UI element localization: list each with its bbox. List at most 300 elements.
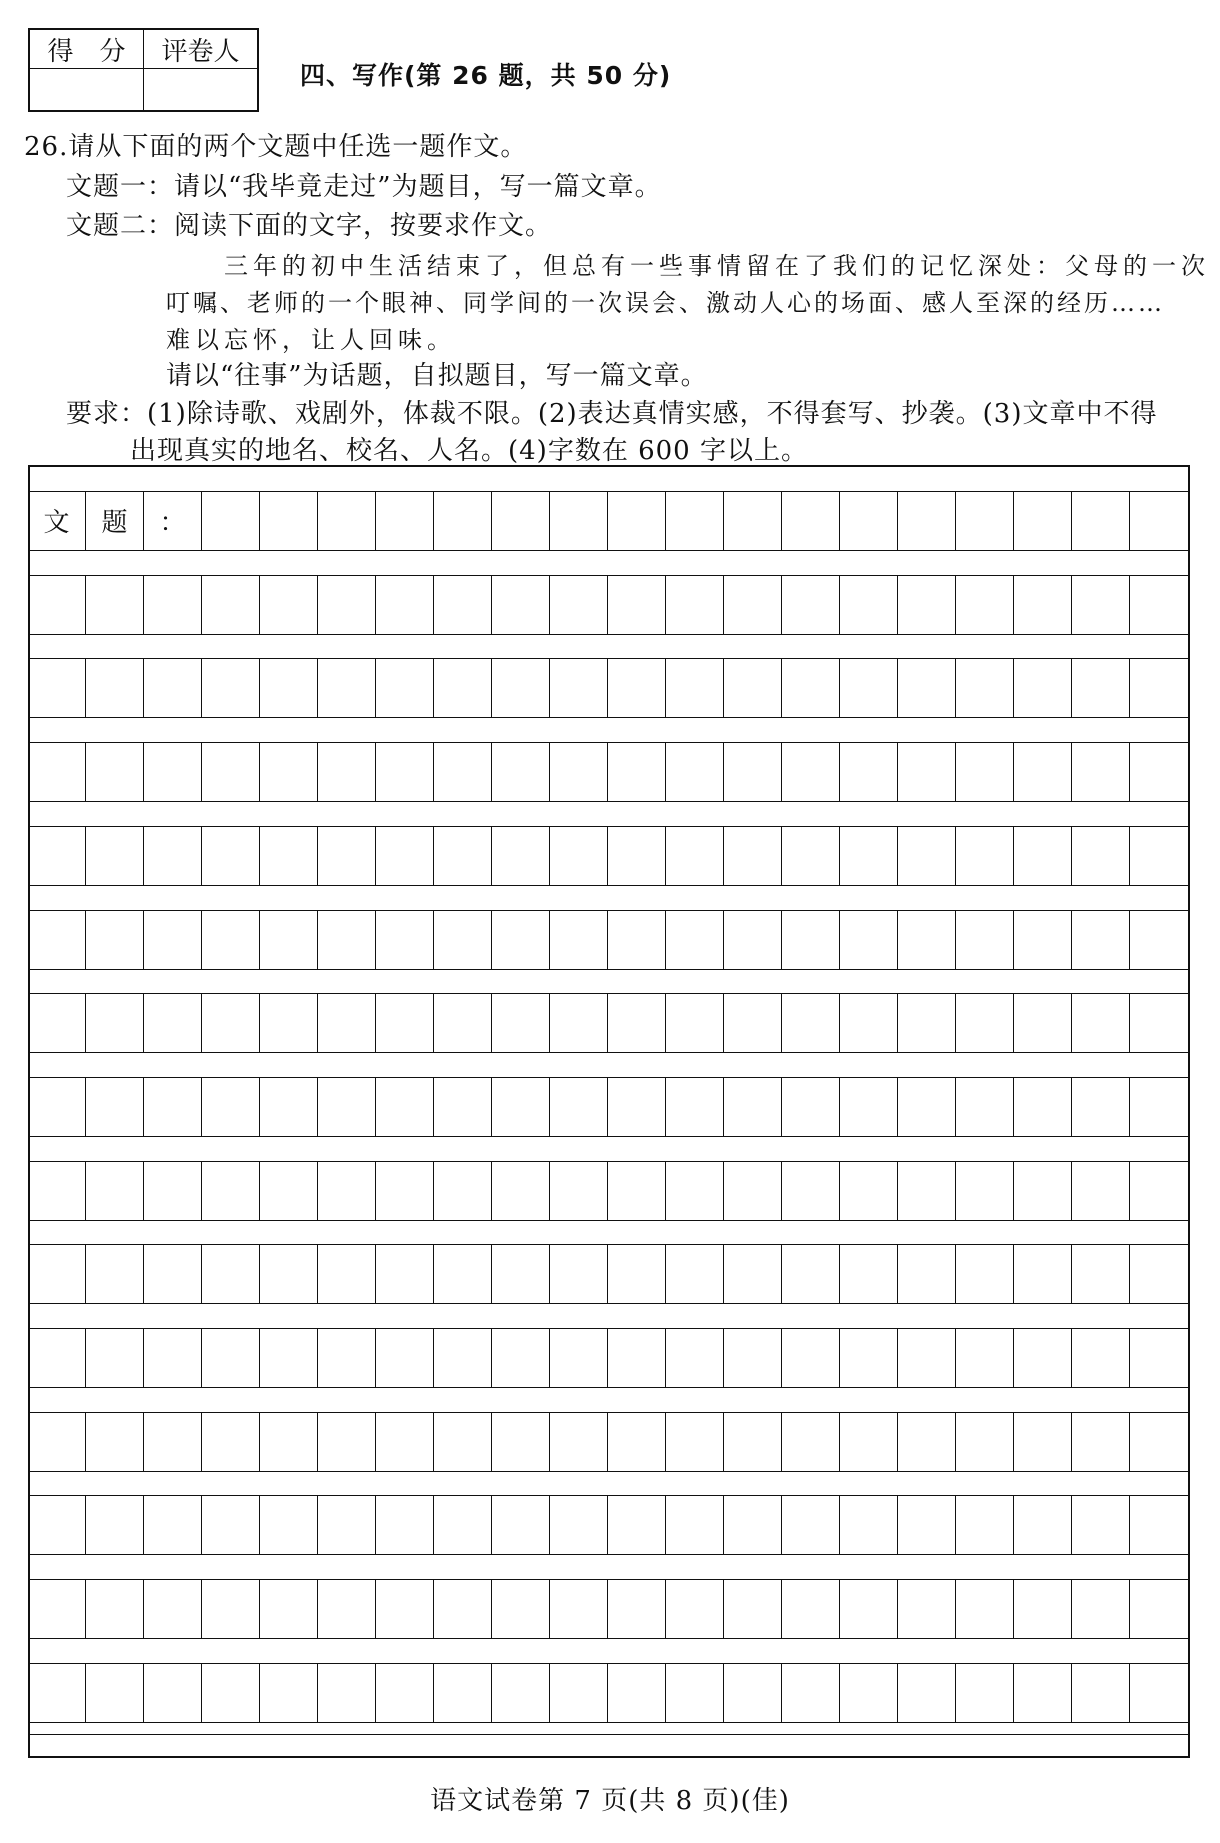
- grid-cell[interactable]: [318, 575, 376, 634]
- grid-cell[interactable]: [28, 1579, 86, 1638]
- grid-cell[interactable]: [898, 658, 956, 717]
- grid-cell[interactable]: [86, 658, 144, 717]
- grid-cell[interactable]: [202, 1663, 260, 1722]
- grid-cell[interactable]: [724, 1495, 782, 1554]
- grid-cell[interactable]: [608, 1495, 666, 1554]
- grid-cell[interactable]: [1072, 1412, 1130, 1471]
- grid-cell[interactable]: [1014, 1579, 1072, 1638]
- grid-cell[interactable]: [840, 1328, 898, 1387]
- grid-cell[interactable]: [608, 491, 666, 550]
- grid-cell[interactable]: [840, 1579, 898, 1638]
- grid-cell[interactable]: [898, 1579, 956, 1638]
- grid-cell[interactable]: [260, 1495, 318, 1554]
- grid-cell[interactable]: [1130, 1244, 1188, 1303]
- grid-cell[interactable]: [376, 742, 434, 801]
- grid-cell[interactable]: [144, 1244, 202, 1303]
- grid-cell[interactable]: [898, 575, 956, 634]
- grid-cell[interactable]: [260, 658, 318, 717]
- grid-cell[interactable]: [260, 742, 318, 801]
- grid-cell[interactable]: [1072, 826, 1130, 885]
- grid-cell[interactable]: [260, 993, 318, 1052]
- grid-cell[interactable]: [898, 1328, 956, 1387]
- grid-cell[interactable]: [260, 910, 318, 969]
- grid-cell[interactable]: [86, 1244, 144, 1303]
- grid-cell[interactable]: [492, 742, 550, 801]
- grid-cell[interactable]: [666, 1161, 724, 1220]
- grid-cell[interactable]: [956, 1663, 1014, 1722]
- grid-cell[interactable]: [28, 1328, 86, 1387]
- grid-cell[interactable]: [840, 826, 898, 885]
- grid-cell[interactable]: [86, 1077, 144, 1136]
- grid-cell[interactable]: [86, 910, 144, 969]
- grid-cell[interactable]: [86, 1328, 144, 1387]
- grid-cell[interactable]: [144, 993, 202, 1052]
- grid-cell[interactable]: [28, 1663, 86, 1722]
- grid-cell[interactable]: [550, 910, 608, 969]
- grid-cell[interactable]: [724, 910, 782, 969]
- grid-cell[interactable]: [376, 491, 434, 550]
- grid-cell[interactable]: [28, 1161, 86, 1220]
- grid-cell[interactable]: [202, 742, 260, 801]
- grid-cell[interactable]: [202, 1161, 260, 1220]
- grid-cell[interactable]: [144, 1328, 202, 1387]
- grid-cell[interactable]: [666, 1663, 724, 1722]
- grid-cell[interactable]: [1072, 1161, 1130, 1220]
- grid-cell[interactable]: [724, 1579, 782, 1638]
- grid-cell[interactable]: [1130, 491, 1188, 550]
- grid-cell[interactable]: [28, 1244, 86, 1303]
- grid-cell[interactable]: [1130, 910, 1188, 969]
- grid-cell[interactable]: [260, 1579, 318, 1638]
- grid-cell[interactable]: [724, 575, 782, 634]
- grid-cell[interactable]: [782, 1412, 840, 1471]
- grid-cell[interactable]: [1072, 1495, 1130, 1554]
- grid-cell[interactable]: [202, 658, 260, 717]
- grid-cell[interactable]: [376, 826, 434, 885]
- grid-cell[interactable]: [666, 1495, 724, 1554]
- title-char[interactable]: ：: [144, 491, 202, 550]
- grid-cell[interactable]: [28, 993, 86, 1052]
- grid-cell[interactable]: [318, 1328, 376, 1387]
- grid-cell[interactable]: [318, 1161, 376, 1220]
- grid-cell[interactable]: [666, 993, 724, 1052]
- grid-cell[interactable]: [1130, 993, 1188, 1052]
- grid-cell[interactable]: [318, 1495, 376, 1554]
- grid-cell[interactable]: [1130, 658, 1188, 717]
- grid-cell[interactable]: [318, 742, 376, 801]
- grid-cell[interactable]: [1014, 910, 1072, 969]
- grid-cell[interactable]: [666, 1579, 724, 1638]
- grid-cell[interactable]: [608, 1244, 666, 1303]
- grid-cell[interactable]: [318, 993, 376, 1052]
- grid-cell[interactable]: [608, 1328, 666, 1387]
- grid-cell[interactable]: [434, 1161, 492, 1220]
- grid-cell[interactable]: [28, 1495, 86, 1554]
- grid-cell[interactable]: [550, 1663, 608, 1722]
- grid-cell[interactable]: [376, 575, 434, 634]
- grid-cell[interactable]: [376, 993, 434, 1052]
- grid-cell[interactable]: [28, 658, 86, 717]
- grid-cell[interactable]: [782, 993, 840, 1052]
- grid-cell[interactable]: [260, 1161, 318, 1220]
- grid-cell[interactable]: [550, 1579, 608, 1638]
- grid-cell[interactable]: [666, 575, 724, 634]
- grid-cell[interactable]: [144, 1663, 202, 1722]
- grid-cell[interactable]: [608, 1579, 666, 1638]
- grid-cell[interactable]: [202, 1077, 260, 1136]
- grid-cell[interactable]: [782, 910, 840, 969]
- grid-cell[interactable]: [956, 1328, 1014, 1387]
- grid-cell[interactable]: [608, 993, 666, 1052]
- grid-cell[interactable]: [260, 1328, 318, 1387]
- grid-cell[interactable]: [492, 1412, 550, 1471]
- grid-cell[interactable]: [1072, 575, 1130, 634]
- grid-cell[interactable]: [1130, 575, 1188, 634]
- grid-cell[interactable]: [318, 1579, 376, 1638]
- grid-cell[interactable]: [376, 1328, 434, 1387]
- grid-cell[interactable]: [1014, 491, 1072, 550]
- grid-cell[interactable]: [318, 1244, 376, 1303]
- grid-cell[interactable]: [1014, 1244, 1072, 1303]
- grid-cell[interactable]: [260, 1663, 318, 1722]
- grid-cell[interactable]: [144, 1579, 202, 1638]
- grid-cell[interactable]: [782, 1579, 840, 1638]
- grid-cell[interactable]: [550, 826, 608, 885]
- grid-cell[interactable]: [1014, 1161, 1072, 1220]
- grid-cell[interactable]: [666, 910, 724, 969]
- grid-cell[interactable]: [144, 1412, 202, 1471]
- grid-cell[interactable]: [318, 1663, 376, 1722]
- grid-cell[interactable]: [376, 1161, 434, 1220]
- grid-cell[interactable]: [840, 1077, 898, 1136]
- grid-cell[interactable]: [86, 1495, 144, 1554]
- grid-cell[interactable]: [724, 1161, 782, 1220]
- grid-cell[interactable]: [550, 1161, 608, 1220]
- grid-cell[interactable]: [782, 1161, 840, 1220]
- grid-cell[interactable]: [86, 1412, 144, 1471]
- grid-cell[interactable]: [666, 658, 724, 717]
- grid-cell[interactable]: [434, 575, 492, 634]
- grid-cell[interactable]: [318, 826, 376, 885]
- grid-cell[interactable]: [724, 826, 782, 885]
- grid-cell[interactable]: [840, 491, 898, 550]
- grid-cell[interactable]: [956, 1579, 1014, 1638]
- grid-cell[interactable]: [956, 1161, 1014, 1220]
- grid-cell[interactable]: [434, 1077, 492, 1136]
- grid-cell[interactable]: [86, 1161, 144, 1220]
- grid-cell[interactable]: [782, 742, 840, 801]
- grid-cell[interactable]: [86, 826, 144, 885]
- grid-cell[interactable]: [782, 1077, 840, 1136]
- grid-cell[interactable]: [260, 575, 318, 634]
- grid-cell[interactable]: [86, 742, 144, 801]
- grid-cell[interactable]: [260, 1077, 318, 1136]
- grid-cell[interactable]: [492, 1663, 550, 1722]
- grid-cell[interactable]: [202, 1495, 260, 1554]
- grid-cell[interactable]: [1014, 1412, 1072, 1471]
- grid-cell[interactable]: [492, 575, 550, 634]
- grid-cell[interactable]: [318, 491, 376, 550]
- grid-cell[interactable]: [666, 1412, 724, 1471]
- grid-cell[interactable]: [898, 1077, 956, 1136]
- grid-cell[interactable]: [376, 1412, 434, 1471]
- grid-cell[interactable]: [260, 1244, 318, 1303]
- grid-cell[interactable]: [1072, 742, 1130, 801]
- grid-cell[interactable]: [840, 993, 898, 1052]
- grid-cell[interactable]: [724, 1077, 782, 1136]
- grid-cell[interactable]: [550, 742, 608, 801]
- grid-cell[interactable]: [144, 910, 202, 969]
- grid-cell[interactable]: [492, 826, 550, 885]
- grid-cell[interactable]: [782, 1328, 840, 1387]
- grid-cell[interactable]: [550, 1495, 608, 1554]
- grid-cell[interactable]: [1072, 1244, 1130, 1303]
- grid-cell[interactable]: [724, 1328, 782, 1387]
- grid-cell[interactable]: [28, 575, 86, 634]
- grid-cell[interactable]: [86, 993, 144, 1052]
- grid-cell[interactable]: [1072, 658, 1130, 717]
- grid-cell[interactable]: [434, 1244, 492, 1303]
- grid-cell[interactable]: [1130, 826, 1188, 885]
- grid-cell[interactable]: [1130, 1077, 1188, 1136]
- grid-cell[interactable]: [1014, 742, 1072, 801]
- grid-cell[interactable]: [1130, 1495, 1188, 1554]
- grid-cell[interactable]: [608, 826, 666, 885]
- grid-cell[interactable]: [434, 1663, 492, 1722]
- grid-cell[interactable]: [144, 742, 202, 801]
- grid-cell[interactable]: [550, 658, 608, 717]
- grid-cell[interactable]: [840, 575, 898, 634]
- grid-cell[interactable]: [492, 658, 550, 717]
- grid-cell[interactable]: [202, 575, 260, 634]
- grid-cell[interactable]: [260, 1412, 318, 1471]
- grid-cell[interactable]: [1072, 491, 1130, 550]
- grid-cell[interactable]: [260, 491, 318, 550]
- grid-cell[interactable]: [1014, 826, 1072, 885]
- grid-cell[interactable]: [608, 658, 666, 717]
- grid-cell[interactable]: [1072, 1663, 1130, 1722]
- grid-cell[interactable]: [202, 1412, 260, 1471]
- grid-cell[interactable]: [86, 575, 144, 634]
- grid-cell[interactable]: [1014, 1495, 1072, 1554]
- grid-cell[interactable]: [144, 575, 202, 634]
- grid-cell[interactable]: [666, 742, 724, 801]
- grid-cell[interactable]: [898, 742, 956, 801]
- grid-cell[interactable]: [492, 1077, 550, 1136]
- grid-cell[interactable]: [1072, 993, 1130, 1052]
- grid-cell[interactable]: [202, 491, 260, 550]
- grid-cell[interactable]: [956, 993, 1014, 1052]
- grid-cell[interactable]: [724, 1663, 782, 1722]
- grid-cell[interactable]: [724, 491, 782, 550]
- grid-cell[interactable]: [434, 658, 492, 717]
- grid-cell[interactable]: [1072, 1579, 1130, 1638]
- grid-cell[interactable]: [608, 575, 666, 634]
- grid-cell[interactable]: [1014, 993, 1072, 1052]
- grid-cell[interactable]: [1130, 1328, 1188, 1387]
- grid-cell[interactable]: [782, 826, 840, 885]
- grid-cell[interactable]: [434, 742, 492, 801]
- grid-cell[interactable]: [492, 1579, 550, 1638]
- grid-cell[interactable]: [86, 1663, 144, 1722]
- grid-cell[interactable]: [318, 658, 376, 717]
- grid-cell[interactable]: [434, 491, 492, 550]
- grid-cell[interactable]: [956, 575, 1014, 634]
- grid-cell[interactable]: [1014, 1328, 1072, 1387]
- grid-cell[interactable]: [666, 826, 724, 885]
- grid-cell[interactable]: [898, 826, 956, 885]
- grid-cell[interactable]: [608, 1077, 666, 1136]
- grid-cell[interactable]: [1014, 658, 1072, 717]
- grid-cell[interactable]: [1014, 1077, 1072, 1136]
- grid-cell[interactable]: [1130, 1161, 1188, 1220]
- grid-cell[interactable]: [550, 1328, 608, 1387]
- grid-cell[interactable]: [434, 993, 492, 1052]
- grid-cell[interactable]: [956, 491, 1014, 550]
- grid-cell[interactable]: [144, 1161, 202, 1220]
- grid-cell[interactable]: [898, 1161, 956, 1220]
- grid-cell[interactable]: [840, 1663, 898, 1722]
- grid-cell[interactable]: [492, 1161, 550, 1220]
- grid-cell[interactable]: [318, 1077, 376, 1136]
- grid-cell[interactable]: [898, 910, 956, 969]
- grid-cell[interactable]: [492, 491, 550, 550]
- grid-cell[interactable]: [724, 658, 782, 717]
- grid-cell[interactable]: [608, 1161, 666, 1220]
- grid-cell[interactable]: [666, 1328, 724, 1387]
- grid-cell[interactable]: [86, 1579, 144, 1638]
- grid-cell[interactable]: [434, 1579, 492, 1638]
- grid-cell[interactable]: [144, 1077, 202, 1136]
- grid-cell[interactable]: [1072, 910, 1130, 969]
- grid-cell[interactable]: [376, 1663, 434, 1722]
- grid-cell[interactable]: [956, 658, 1014, 717]
- grader-field[interactable]: [144, 69, 259, 112]
- grid-cell[interactable]: [376, 1495, 434, 1554]
- grid-cell[interactable]: [492, 910, 550, 969]
- grid-cell[interactable]: [144, 1495, 202, 1554]
- grid-cell[interactable]: [318, 910, 376, 969]
- grid-cell[interactable]: [202, 1244, 260, 1303]
- grid-cell[interactable]: [782, 575, 840, 634]
- grid-cell[interactable]: [898, 1663, 956, 1722]
- grid-cell[interactable]: [724, 993, 782, 1052]
- grid-cell[interactable]: [144, 658, 202, 717]
- grid-cell[interactable]: [898, 1495, 956, 1554]
- grid-cell[interactable]: [608, 742, 666, 801]
- grid-cell[interactable]: [782, 1663, 840, 1722]
- grid-cell[interactable]: [202, 993, 260, 1052]
- grid-cell[interactable]: [782, 1495, 840, 1554]
- grid-cell[interactable]: [434, 1495, 492, 1554]
- grid-cell[interactable]: [840, 910, 898, 969]
- grid-cell[interactable]: [956, 826, 1014, 885]
- grid-cell[interactable]: [376, 1244, 434, 1303]
- score-field[interactable]: [29, 69, 144, 112]
- grid-cell[interactable]: [898, 1244, 956, 1303]
- grid-cell[interactable]: [608, 1412, 666, 1471]
- grid-cell[interactable]: [260, 826, 318, 885]
- grid-cell[interactable]: [376, 1579, 434, 1638]
- grid-cell[interactable]: [840, 1161, 898, 1220]
- grid-cell[interactable]: [724, 1244, 782, 1303]
- grid-cell[interactable]: [434, 910, 492, 969]
- grid-cell[interactable]: [1130, 1412, 1188, 1471]
- grid-cell[interactable]: [318, 1412, 376, 1471]
- grid-cell[interactable]: [1130, 1663, 1188, 1722]
- grid-cell[interactable]: [28, 742, 86, 801]
- grid-cell[interactable]: [550, 993, 608, 1052]
- grid-cell[interactable]: [956, 1495, 1014, 1554]
- grid-cell[interactable]: [898, 993, 956, 1052]
- title-char[interactable]: 文: [28, 491, 86, 550]
- grid-cell[interactable]: [898, 1412, 956, 1471]
- grid-cell[interactable]: [666, 1077, 724, 1136]
- grid-cell[interactable]: [724, 1412, 782, 1471]
- grid-cell[interactable]: [956, 1077, 1014, 1136]
- grid-cell[interactable]: [434, 826, 492, 885]
- grid-cell[interactable]: [840, 1244, 898, 1303]
- grid-cell[interactable]: [550, 575, 608, 634]
- grid-cell[interactable]: [376, 1077, 434, 1136]
- grid-cell[interactable]: [1014, 575, 1072, 634]
- grid-cell[interactable]: [202, 1579, 260, 1638]
- grid-cell[interactable]: [202, 910, 260, 969]
- grid-cell[interactable]: [202, 1328, 260, 1387]
- grid-cell[interactable]: [28, 910, 86, 969]
- grid-cell[interactable]: [782, 491, 840, 550]
- grid-cell[interactable]: [492, 1244, 550, 1303]
- grid-cell[interactable]: [28, 1077, 86, 1136]
- grid-cell[interactable]: [840, 1412, 898, 1471]
- grid-cell[interactable]: [956, 742, 1014, 801]
- grid-cell[interactable]: [550, 1244, 608, 1303]
- grid-cell[interactable]: [608, 910, 666, 969]
- grid-cell[interactable]: [1130, 1579, 1188, 1638]
- grid-cell[interactable]: [666, 491, 724, 550]
- grid-cell[interactable]: [782, 1244, 840, 1303]
- grid-cell[interactable]: [840, 742, 898, 801]
- grid-cell[interactable]: [492, 993, 550, 1052]
- title-char[interactable]: 题: [86, 491, 144, 550]
- grid-cell[interactable]: [898, 491, 956, 550]
- grid-cell[interactable]: [434, 1328, 492, 1387]
- grid-cell[interactable]: [434, 1412, 492, 1471]
- grid-cell[interactable]: [724, 742, 782, 801]
- grid-cell[interactable]: [782, 658, 840, 717]
- grid-cell[interactable]: [1014, 1663, 1072, 1722]
- grid-cell[interactable]: [956, 1244, 1014, 1303]
- grid-cell[interactable]: [550, 1412, 608, 1471]
- grid-cell[interactable]: [492, 1328, 550, 1387]
- grid-cell[interactable]: [840, 658, 898, 717]
- grid-cell[interactable]: [956, 910, 1014, 969]
- grid-cell[interactable]: [550, 491, 608, 550]
- grid-cell[interactable]: [840, 1495, 898, 1554]
- grid-cell[interactable]: [28, 826, 86, 885]
- grid-cell[interactable]: [144, 826, 202, 885]
- grid-cell[interactable]: [376, 910, 434, 969]
- grid-cell[interactable]: [1130, 742, 1188, 801]
- grid-cell[interactable]: [666, 1244, 724, 1303]
- grid-cell[interactable]: [28, 1412, 86, 1471]
- grid-cell[interactable]: [1072, 1328, 1130, 1387]
- grid-cell[interactable]: [202, 826, 260, 885]
- grid-cell[interactable]: [1072, 1077, 1130, 1136]
- grid-cell[interactable]: [608, 1663, 666, 1722]
- grid-cell[interactable]: [492, 1495, 550, 1554]
- grid-cell[interactable]: [376, 658, 434, 717]
